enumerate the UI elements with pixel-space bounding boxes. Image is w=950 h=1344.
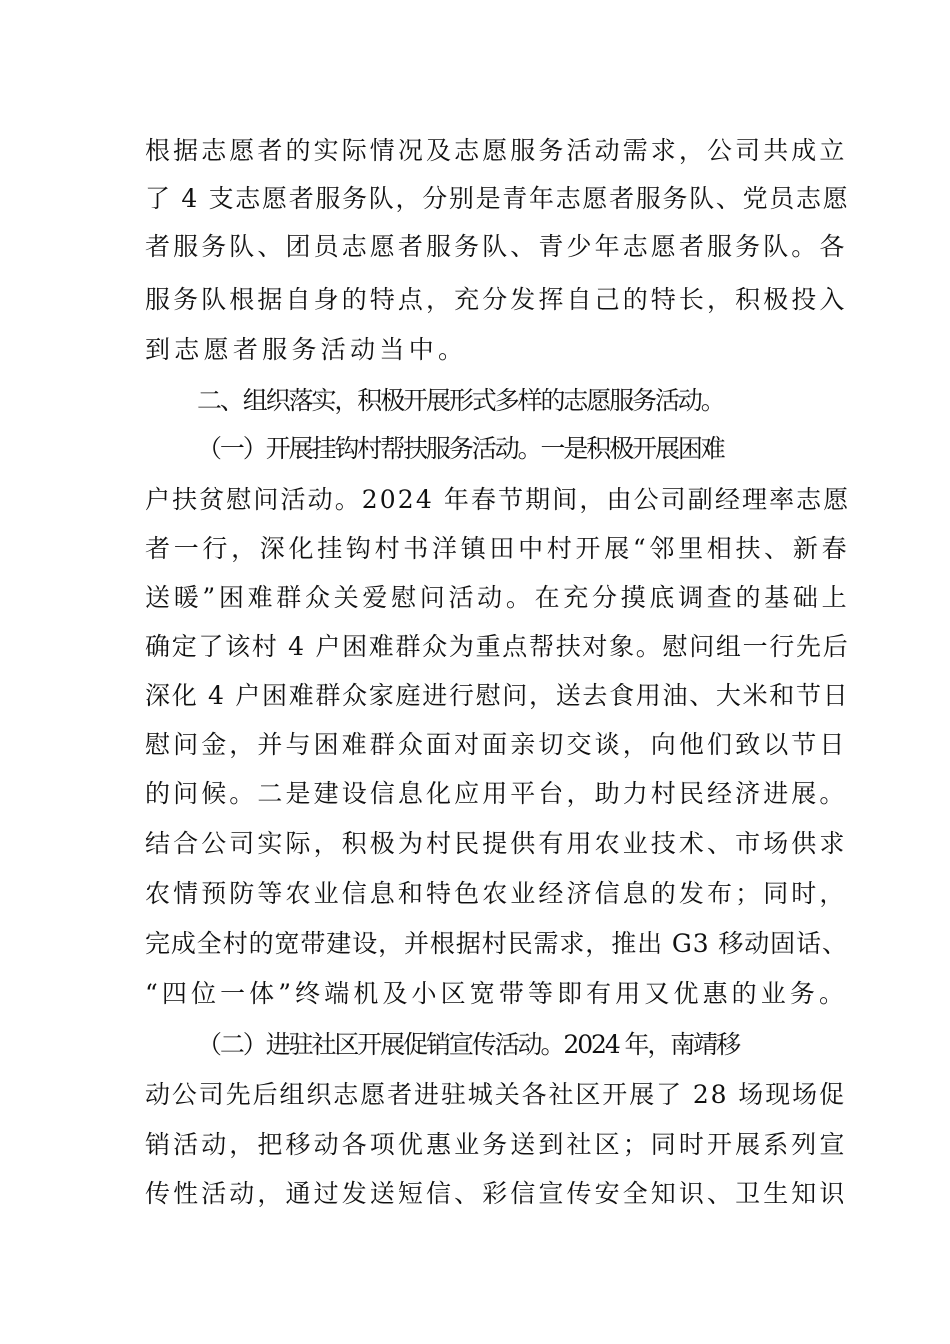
text-line: 的问候。二是建设信息化应用平台，助力村民经济进展。 [145, 779, 848, 808]
text-line: 销活动，把移动各项优惠业务送到社区；同时开展系列宣 [145, 1130, 848, 1159]
text-line: 了 4 支志愿者服务队，分别是青年志愿者服务队、党员志愿 [145, 184, 850, 213]
text-line: 者服务队、团员志愿者服务队、青少年志愿者服务队。各 [145, 232, 848, 261]
text-line: 根据志愿者的实际情况及志愿服务活动需求，公司共成立 [145, 136, 848, 165]
text-line: 者一行，深化挂钩村书洋镇田中村开展“邻里相扶、新春 [145, 534, 851, 563]
text-line: 送暖”困难群众关爱慰问活动。在充分摸底调查的基础上 [145, 583, 851, 612]
text-line: 服务队根据自身的特点，充分发挥自己的特长，积极投入 [145, 285, 848, 314]
text-line: 传性活动，通过发送短信、彩信宣传安全知识、卫生知识 [145, 1179, 848, 1208]
text-line: 慰问金，并与困难群众面对面亲切交谈，向他们致以节日 [145, 730, 848, 759]
section-heading: 二、组织落实，积极开展形式多样的志愿服务活动。 [197, 386, 724, 415]
text-line: 深化 4 户困难群众家庭进行慰问，送去食用油、大米和节日 [145, 681, 850, 710]
subsection-heading: （二）进驻社区开展促销宣传活动。2024 年，南靖移 [197, 1030, 739, 1059]
text-line: 完成全村的宽带建设，并根据村民需求，推出 G3 移动固话、 [145, 929, 848, 958]
text-line: “四位一体”终端机及小区宽带等即有用又优惠的业务。 [145, 979, 849, 1008]
text-line: 到志愿者服务活动当中。 [145, 335, 468, 364]
text-line: 动公司先后组织志愿者进驻城关各社区开展了 28 场现场促 [145, 1080, 846, 1109]
text-line: 户扶贫慰问活动。2024 年春节期间，由公司副经理率志愿 [145, 485, 851, 514]
text-line: 农情预防等农业信息和特色农业经济信息的发布；同时， [145, 879, 848, 908]
subsection-heading: （一）开展挂钩村帮扶服务活动。一是积极开展困难 [197, 434, 724, 463]
text-line: 结合公司实际，积极为村民提供有用农业技术、市场供求 [145, 829, 848, 858]
text-line: 确定了该村 4 户困难群众为重点帮扶对象。慰问组一行先后 [145, 632, 850, 661]
